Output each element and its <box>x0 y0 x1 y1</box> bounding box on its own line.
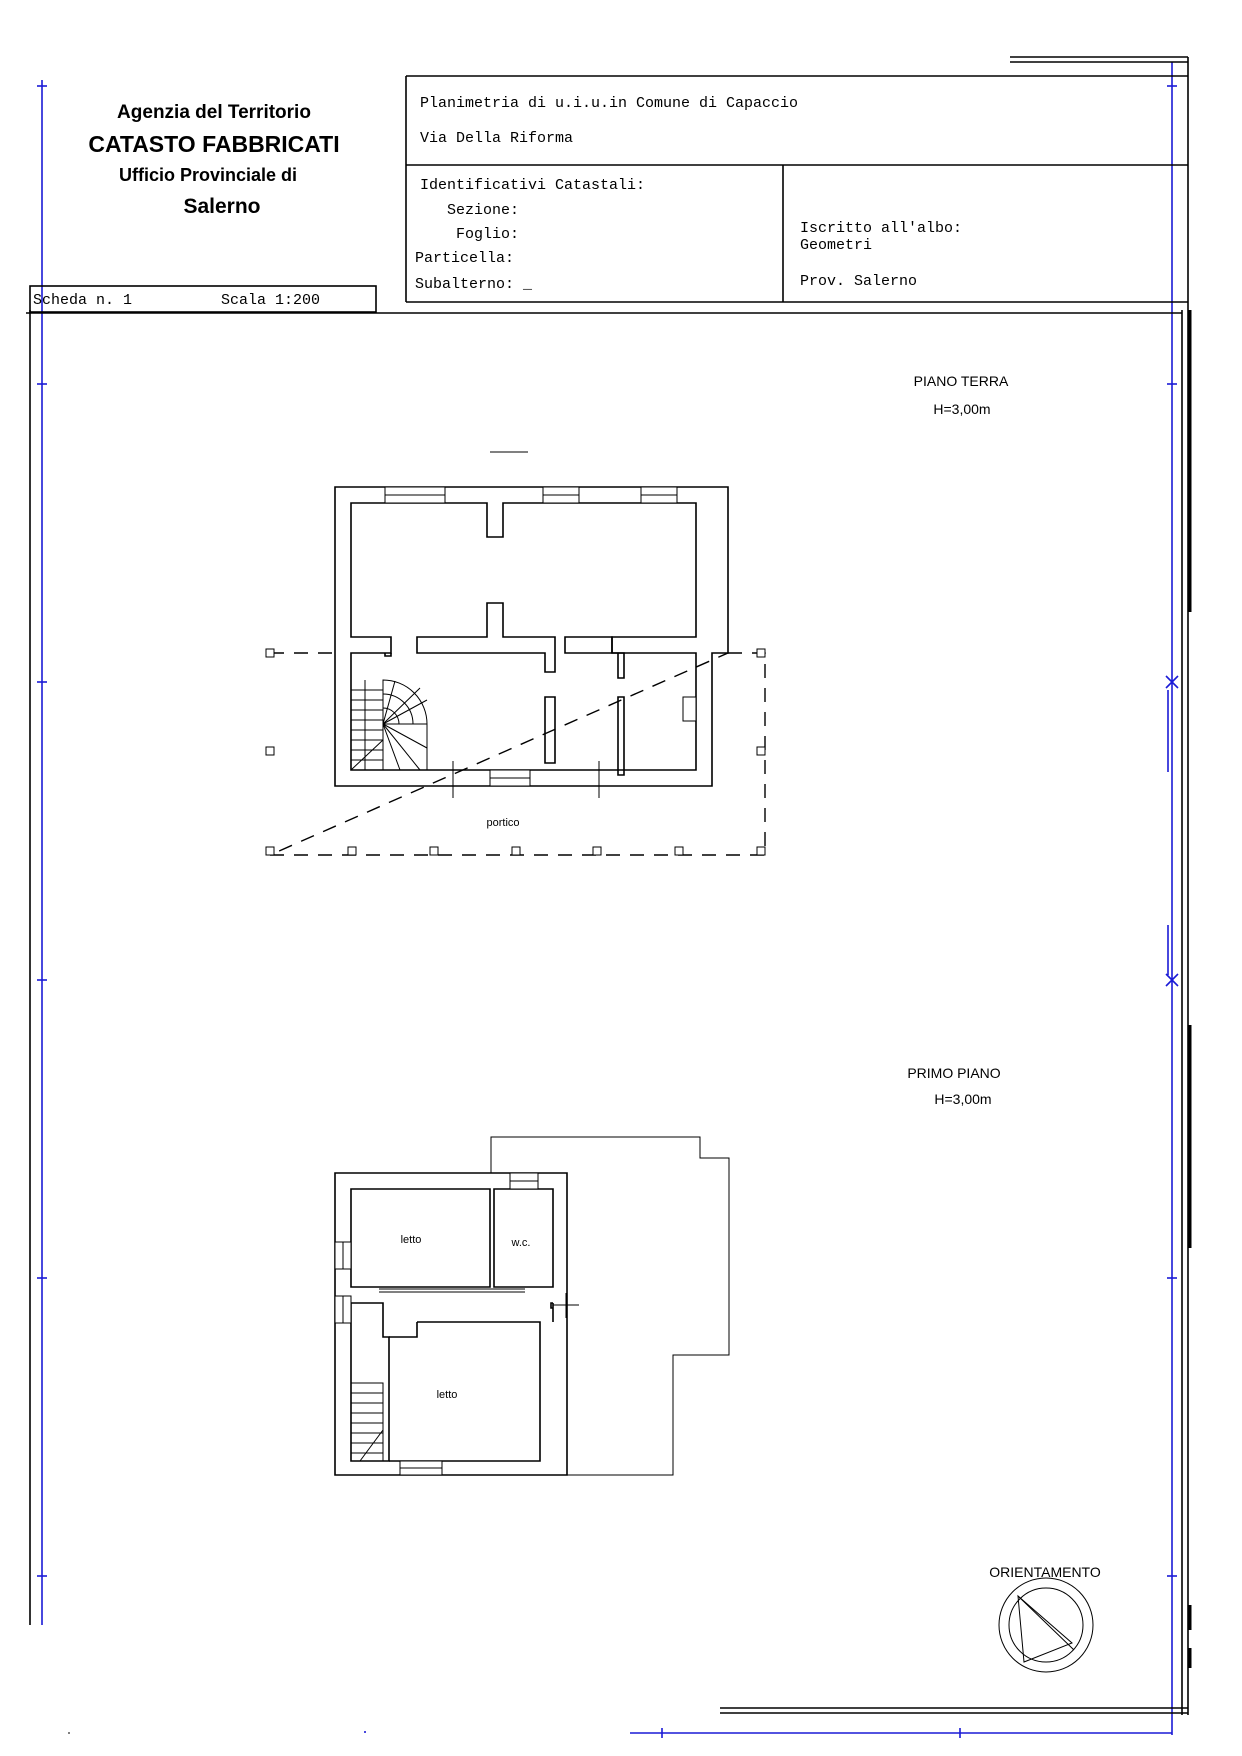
ground-floor-plan <box>266 373 1009 855</box>
foglio-label: Foglio: <box>456 226 520 243</box>
particella-label: Particella: <box>415 250 515 267</box>
orientation-symbol <box>989 1564 1101 1672</box>
subalterno-label: Subalterno: _ <box>415 276 533 293</box>
ground-floor-title: PIANO TERRA <box>913 373 1009 389</box>
catasto-title: CATASTO FABBRICATI <box>88 131 340 157</box>
ground-floor-height: H=3,00m <box>933 401 991 417</box>
albo-label: Geometri <box>800 237 873 254</box>
identificativi-label: Identificativi Catastali: <box>420 177 646 194</box>
planimetria-text: Planimetria di u.i.u.in Comune di Capaccio <box>420 95 799 112</box>
title-block <box>30 76 1188 312</box>
scala-label: Scala 1:200 <box>221 292 321 309</box>
office-name: Ufficio Provinciale di <box>118 165 298 185</box>
first-floor-plan <box>335 1065 1001 1475</box>
address-text: Via Della Riforma <box>420 130 574 147</box>
sezione-label: Sezione: <box>447 202 520 219</box>
orientation-label: ORIENTAMENTO <box>989 1564 1101 1580</box>
province-name: Salerno <box>183 195 261 218</box>
agency-name: Agenzia del Territorio <box>117 102 311 123</box>
scheda-label: Scheda n. 1 <box>33 292 133 309</box>
first-floor-stairs <box>351 1383 383 1461</box>
first-floor-height: H=3,00m <box>934 1091 992 1107</box>
black-frame <box>26 57 1190 1715</box>
spiral-staircase <box>351 680 427 770</box>
iscritto-label: Iscritto all'albo: <box>800 220 963 237</box>
first-floor-title: PRIMO PIANO <box>907 1065 1001 1081</box>
room-letto-1: letto <box>400 1234 422 1246</box>
prov-label: Prov. Salerno <box>800 273 918 290</box>
compass-arrow-icon <box>1018 1596 1072 1662</box>
portico-label: portico <box>486 817 520 829</box>
room-letto-2: letto <box>436 1389 458 1401</box>
room-wc: w.c. <box>511 1237 531 1249</box>
